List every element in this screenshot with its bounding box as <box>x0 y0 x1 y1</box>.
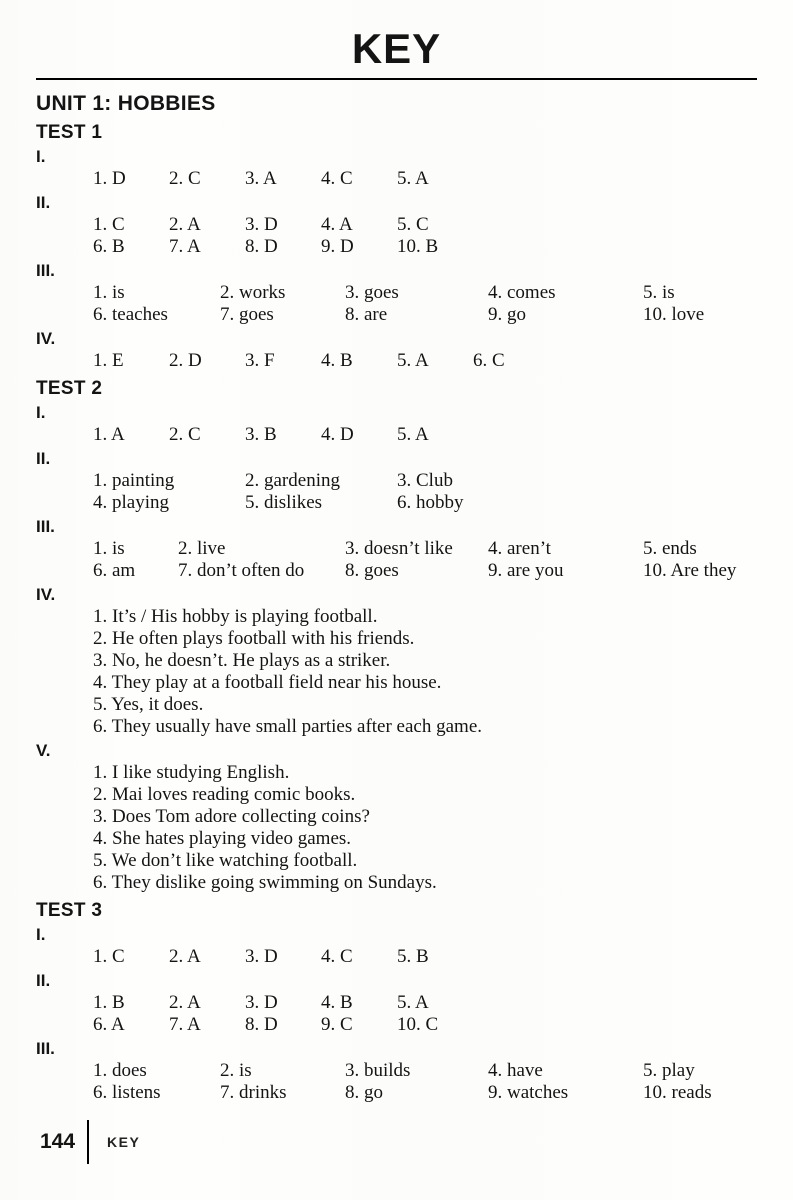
test-heading: TEST 1 <box>36 122 103 144</box>
answers-block <box>93 350 757 372</box>
test-section <box>36 924 757 968</box>
answer-cell: 3. B <box>245 424 277 446</box>
answer-cell: 4. have <box>488 1060 543 1082</box>
test-section <box>36 402 757 446</box>
answer-cell: 9. D <box>321 236 354 258</box>
section-numeral: IV. <box>36 329 56 349</box>
answer-cell: 1. B <box>93 992 125 1014</box>
footer-divider <box>87 1120 89 1164</box>
answer-cell: 2. C <box>169 168 201 190</box>
answer-cell: 6. teaches <box>93 304 168 326</box>
answer-cell: 2. gardening <box>245 470 340 492</box>
sentence-line <box>93 784 757 806</box>
answer-cell: 10. love <box>643 304 705 326</box>
answer-cell: 5. A <box>397 350 429 372</box>
answer-cell: 5. play <box>643 1060 695 1082</box>
answer-cell: 7. don’t often do <box>178 560 305 582</box>
test-heading: TEST 2 <box>36 378 103 400</box>
page-title: KEY <box>351 25 442 72</box>
test-section <box>36 146 757 190</box>
answer-cell: 5. ends <box>643 538 697 560</box>
answer-cell: 8. D <box>245 236 278 258</box>
answer-row <box>93 304 757 326</box>
answer-cell: 2. He often plays football with his friends. <box>93 628 415 650</box>
answer-row <box>93 1014 757 1036</box>
test-section <box>36 584 757 738</box>
section-numeral: II. <box>36 449 51 469</box>
answer-cell: 2. C <box>169 424 201 446</box>
answer-cell: 5. A <box>397 992 429 1014</box>
section-numeral: IV. <box>36 585 56 605</box>
sentence-line <box>93 806 757 828</box>
answer-cell: 7. A <box>169 236 201 258</box>
answer-cell: 6. C <box>473 350 505 372</box>
sentence-line <box>93 828 757 850</box>
answer-cell: 5. is <box>643 282 675 304</box>
answer-cell: 1. E <box>93 350 124 372</box>
answer-cell: 6. listens <box>93 1082 161 1104</box>
answer-cell: 1. C <box>93 946 125 968</box>
test-section <box>36 970 757 1036</box>
answer-cell: 4. playing <box>93 492 169 514</box>
test-section <box>36 1038 757 1104</box>
answer-row <box>93 1082 757 1104</box>
answer-cell: 4. She hates playing video games. <box>93 828 352 850</box>
test-section <box>36 260 757 326</box>
page-footer <box>40 1120 140 1164</box>
answer-row <box>93 470 757 492</box>
answers-block <box>93 168 757 190</box>
answers-block <box>93 992 757 1036</box>
answer-row <box>93 424 757 446</box>
sentence-line <box>93 762 757 784</box>
answer-cell: 2. A <box>169 992 201 1014</box>
answer-cell: 8. D <box>245 1014 278 1036</box>
answer-cell: 9. are you <box>488 560 564 582</box>
answer-cell: 5. A <box>397 424 429 446</box>
answer-cell: 10. B <box>397 236 439 258</box>
answer-cell: 4. C <box>321 168 353 190</box>
answer-cell: 6. They usually have small parties after each game. <box>93 716 482 738</box>
answer-cell: 4. B <box>321 992 353 1014</box>
sentence-line <box>93 672 757 694</box>
answer-cell: 4. They play at a football field near his house. <box>93 672 442 694</box>
answers-block <box>93 282 757 326</box>
answer-cell: 9. go <box>488 304 526 326</box>
answer-row <box>93 214 757 236</box>
masthead <box>36 26 757 80</box>
answer-row <box>93 236 757 258</box>
answer-cell: 4. A <box>321 214 353 236</box>
answer-cell: 4. C <box>321 946 353 968</box>
answer-cell: 3. F <box>245 350 275 372</box>
answer-cell: 2. A <box>169 214 201 236</box>
section-numeral: I. <box>36 403 46 423</box>
answer-cell: 2. A <box>169 946 201 968</box>
section-numeral: II. <box>36 971 51 991</box>
sentence-line <box>93 606 757 628</box>
test-section <box>36 740 757 894</box>
answer-cell: 2. live <box>178 538 226 560</box>
sentence-line <box>93 872 757 894</box>
answers-block <box>93 470 757 514</box>
test-section <box>36 328 757 372</box>
answer-cell: 5. A <box>397 168 429 190</box>
answer-cell: 10. Are they <box>643 560 737 582</box>
test-heading: TEST 3 <box>36 900 103 922</box>
unit-title: UNIT 1: HOBBIES <box>36 92 216 116</box>
answer-cell: 10. C <box>397 1014 439 1036</box>
answers-block <box>93 1060 757 1104</box>
answer-cell: 2. is <box>220 1060 252 1082</box>
answer-cell: 6. A <box>93 1014 125 1036</box>
answer-cell: 8. goes <box>345 560 399 582</box>
test-section <box>36 192 757 258</box>
answer-cell: 4. comes <box>488 282 556 304</box>
sentence-line <box>93 716 757 738</box>
footer-label: KEY <box>107 1134 141 1150</box>
test-section <box>36 516 757 582</box>
answers-block <box>93 538 757 582</box>
answers-block <box>93 946 757 968</box>
answers-block <box>93 606 757 738</box>
answer-row <box>93 350 757 372</box>
answer-cell: 2. D <box>169 350 202 372</box>
answer-cell: 6. They dislike going swimming on Sundays. <box>93 872 437 894</box>
answer-cell: 8. go <box>345 1082 383 1104</box>
sentence-line <box>93 628 757 650</box>
answer-cell: 1. is <box>93 282 125 304</box>
answer-cell: 1. is <box>93 538 125 560</box>
answer-row <box>93 282 757 304</box>
sentence-line <box>93 694 757 716</box>
answer-cell: 3. Club <box>397 470 453 492</box>
answers-block <box>93 424 757 446</box>
answer-cell: 4. aren’t <box>488 538 551 560</box>
answer-cell: 5. Yes, it does. <box>93 694 204 716</box>
answers-block <box>93 762 757 894</box>
answer-cell: 3. goes <box>345 282 399 304</box>
sentence-line <box>93 650 757 672</box>
answer-cell: 7. goes <box>220 304 274 326</box>
answer-cell: 10. reads <box>643 1082 712 1104</box>
section-numeral: I. <box>36 147 46 167</box>
answer-cell: 2. works <box>220 282 286 304</box>
answer-cell: 5. We don’t like watching football. <box>93 850 358 872</box>
answer-cell: 3. Does Tom adore collecting coins? <box>93 806 370 828</box>
answer-cell: 3. A <box>245 168 277 190</box>
answer-cell: 9. C <box>321 1014 353 1036</box>
section-numeral: II. <box>36 193 51 213</box>
answer-row <box>93 168 757 190</box>
answer-row <box>93 1060 757 1082</box>
answer-cell: 1. painting <box>93 470 175 492</box>
answer-row <box>93 946 757 968</box>
answer-cell: 1. D <box>93 168 126 190</box>
answer-cell: 3. builds <box>345 1060 411 1082</box>
section-numeral: III. <box>36 1039 55 1059</box>
answer-cell: 5. C <box>397 214 429 236</box>
answer-cell: 3. No, he doesn’t. He plays as a striker. <box>93 650 391 672</box>
answer-cell: 4. B <box>321 350 353 372</box>
answer-row <box>93 492 757 514</box>
sentence-line <box>93 850 757 872</box>
answer-cell: 3. doesn’t like <box>345 538 453 560</box>
footer-page-number: 144 <box>40 1130 76 1153</box>
answer-cell: 4. D <box>321 424 354 446</box>
answer-cell: 2. Mai loves reading comic books. <box>93 784 356 806</box>
answer-cell: 8. are <box>345 304 388 326</box>
answer-cell: 1. C <box>93 214 125 236</box>
section-numeral: V. <box>36 741 51 761</box>
answers-block <box>93 214 757 258</box>
answer-cell: 5. dislikes <box>245 492 323 514</box>
answer-cell: 7. A <box>169 1014 201 1036</box>
answer-row <box>93 560 757 582</box>
answer-cell: 3. D <box>245 214 278 236</box>
answer-cell: 6. hobby <box>397 492 464 514</box>
answer-cell: 7. drinks <box>220 1082 287 1104</box>
answer-cell: 5. B <box>397 946 429 968</box>
answer-cell: 3. D <box>245 946 278 968</box>
section-numeral: III. <box>36 517 55 537</box>
answer-cell: 1. A <box>93 424 125 446</box>
test-section <box>36 448 757 514</box>
section-numeral: I. <box>36 925 46 945</box>
tests-container <box>36 122 757 1104</box>
title-rule <box>36 78 757 80</box>
answer-row <box>93 538 757 560</box>
answer-cell: 6. B <box>93 236 125 258</box>
answer-cell: 6. am <box>93 560 136 582</box>
section-numeral: III. <box>36 261 55 281</box>
answer-cell: 1. does <box>93 1060 147 1082</box>
answer-cell: 3. D <box>245 992 278 1014</box>
answer-cell: 1. I like studying English. <box>93 762 290 784</box>
answer-cell: 1. It’s / His hobby is playing football. <box>93 606 378 628</box>
answer-cell: 9. watches <box>488 1082 569 1104</box>
answer-row <box>93 992 757 1014</box>
